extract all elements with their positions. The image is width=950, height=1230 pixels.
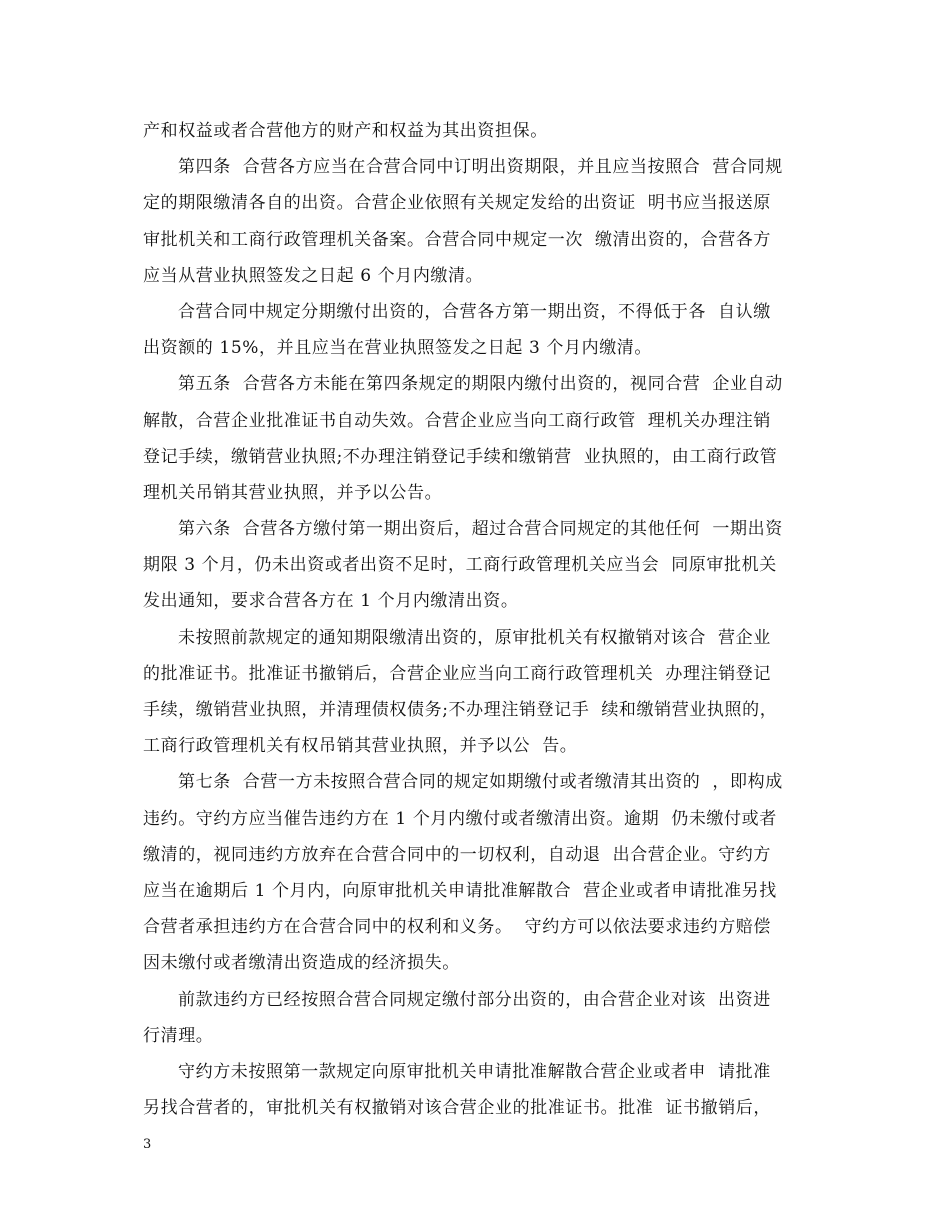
text-line: 审批机关和工商行政管理机关备案。合营合同中规定一次 缴清出资的，合营各方 [143, 229, 772, 250]
text-line: 手续，缴销营业执照，并清理债权债务;不办理注销登记手 续和缴销营业执照的， [143, 700, 778, 720]
text-line: 应当从营业执照签发之日起 6 个月内缴清。 [143, 265, 484, 286]
text-line: 另找合营者的，审批机关有权撤销对该合营企业的批准证书。批准 证书撤销后， [143, 1098, 772, 1119]
page-number: 3 [143, 1137, 152, 1152]
text-line: 行清理。 [143, 1025, 214, 1046]
text-line: 合营合同中规定分期缴付出资的，合营各方第一期出资，不得低于各 自认缴 [178, 301, 771, 322]
text-line: 第六条 合营各方缴付第一期出资后，超过合营合同规定的其他任何 一期出资 [178, 519, 783, 540]
text-line: 未按照前款规定的通知期限缴清出资的，原审批机关有权撤销对该合 营企业 [178, 627, 771, 648]
text-line: 前款违约方已经按照合营合同规定缴付部分出资的，由合营企业对该 出资进 [178, 989, 771, 1010]
text-line: 应当在逾期后 1 个月内，向原审批机关申请批准解散合 营企业或者申请批准另找 [143, 880, 777, 901]
text-line: 第五条 合营各方未能在第四条规定的期限内缴付出资的，视同合营 企业自动 [178, 374, 783, 395]
text-line: 理机关吊销其营业执照，并予以公告。 [143, 482, 443, 503]
text-line: 守约方未按照第一款规定向原审批机关申请批准解散合营企业或者申 请批准 [178, 1061, 771, 1082]
body-text [143, 113, 811, 1126]
text-line: 因未缴付或者缴清出资造成的经济损失。 [143, 953, 460, 974]
text-line: 定的期限缴清各自的出资。合营企业依照有关规定发给的出资证 明书应当报送原 [143, 193, 772, 214]
text-line: 第七条 合营一方未按照合营合同的规定如期缴付或者缴清其出资的 ，即构成 [178, 772, 783, 793]
text-line: 合营者承担违约方在合营合同中的权利和义务。 守约方可以依法要求违约方赔偿 [143, 917, 772, 938]
text-line: 发出通知，要求合营各方在 1 个月内缴清出资。 [143, 591, 519, 612]
text-line: 缴清的，视同违约方放弃在合营合同中的一切权利，自动退 出合营企业。守约方 [143, 844, 772, 865]
text-line: 的批准证书。批准证书撤销后，合营企业应当向工商行政管理机关 办理注销登记 [143, 663, 772, 684]
text-line: 解散，合营企业批准证书自动失效。合营企业应当向工商行政管 理机关办理注销 [143, 410, 772, 431]
text-line: 登记手续，缴销营业执照;不办理注销登记手续和缴销营 业执照的，由工商行政管 [143, 446, 778, 467]
text-line: 出资额的 15%，并且应当在营业执照签发之日起 3 个月内缴清。 [143, 338, 653, 359]
text-line: 第四条 合营各方应当在合营合同中订明出资期限，并且应当按照合 营合同规 [178, 157, 783, 178]
text-line: 工商行政管理机关有权吊销其营业执照，并予以公 告。 [143, 736, 578, 757]
text-line: 违约。守约方应当催告违约方在 1 个月内缴付或者缴清出资。逾期 仍未缴付或者 [143, 808, 777, 829]
text-line: 期限 3 个月，仍未出资或者出资不足时，工商行政管理机关应当会 同原审批机关 [143, 555, 777, 576]
text-line: 产和权益或者合营他方的财产和权益为其出资担保。 [143, 121, 548, 141]
